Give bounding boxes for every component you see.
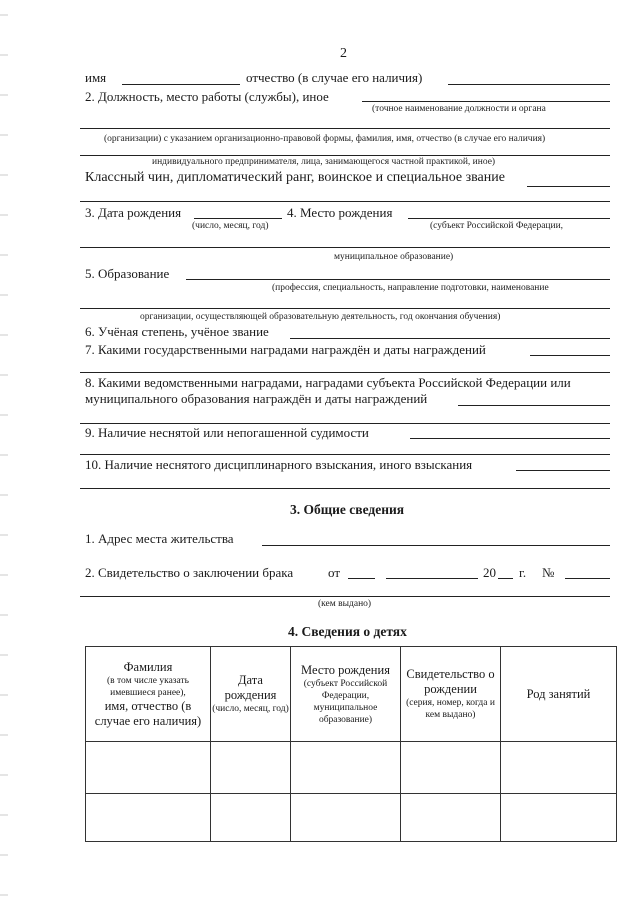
position-field-line-2[interactable]: [80, 128, 610, 129]
page-number: 2: [340, 46, 347, 61]
education-label: 5. Образование: [85, 266, 170, 281]
marriage-number-field[interactable]: [565, 578, 610, 579]
table-cell[interactable]: [211, 794, 291, 842]
address-field[interactable]: [262, 545, 610, 546]
position-caption-1: (точное наименование должности и органа: [372, 104, 546, 114]
scan-edge-artifact: [0, 0, 8, 905]
column-header-surname-note: (в том числе указать имевшиеся ранее),: [106, 675, 190, 698]
column-header-birth-certificate-note: (серия, номер, когда и кем выдано): [406, 698, 495, 720]
column-header-surname: [86, 647, 211, 742]
column-header-birth-certificate-title: Свидетельство о рождении: [406, 667, 495, 696]
education-caption-2: организации, осуществляющей образовательную деятельность, год окончания обучения): [140, 312, 501, 322]
position-caption-2: (организации) с указанием организационно-правовой формы, фамилия, имя, отчество (в случае его наличия): [104, 134, 546, 144]
birth-place-label: 4. Место рождения: [287, 205, 393, 220]
column-header-birth-certificate: [401, 647, 501, 742]
state-awards-label: 7. Какими государственными наградами награждён и даты награждений: [85, 342, 486, 357]
birth-date-label: 3. Дата рождения: [85, 205, 182, 220]
disciplinary-field-line-2[interactable]: [80, 488, 610, 489]
disciplinary-label: 10. Наличие неснятого дисциплинарного взыскания, иного взыскания: [85, 457, 473, 472]
column-header-birth-date-title: Дата рождения: [224, 673, 277, 702]
patronymic-field[interactable]: [448, 84, 610, 85]
table-row: [86, 794, 617, 842]
education-field-line-2[interactable]: [80, 308, 610, 309]
column-header-occupation: [501, 647, 617, 742]
marriage-issuer-caption: (кем выдано): [318, 599, 372, 609]
degree-label: 6. Учёная степень, учёное звание: [85, 324, 269, 339]
table-cell[interactable]: [501, 794, 617, 842]
table-cell[interactable]: [501, 742, 617, 794]
column-header-birth-place-note: (субъект Российской Федерации, муниципальное образование): [303, 678, 388, 725]
section-3-title: 3. Общие сведения: [290, 502, 405, 517]
marriage-year-field[interactable]: [498, 578, 513, 579]
address-label: 1. Адрес места жительства: [85, 531, 234, 546]
patronymic-label: отчество (в случае его наличия): [246, 70, 423, 85]
birth-place-field-line-2[interactable]: [80, 247, 610, 248]
state-awards-field[interactable]: [530, 355, 610, 356]
column-header-birth-place: [291, 647, 401, 742]
dept-awards-field[interactable]: [458, 405, 610, 406]
position-label: 2. Должность, место работы (службы), иное: [85, 89, 329, 104]
column-header-occupation-title: Род занятий: [526, 686, 591, 701]
degree-field[interactable]: [290, 338, 610, 339]
table-cell[interactable]: [291, 794, 401, 842]
marriage-day-field[interactable]: [348, 578, 375, 579]
birth-place-caption-1: (субъект Российской Федерации,: [430, 221, 564, 231]
column-header-surname-title: Фамилия: [123, 659, 173, 674]
education-field[interactable]: [186, 279, 610, 280]
marriage-label: 2. Свидетельство о заключении брака: [85, 565, 294, 580]
position-field-line-3[interactable]: [80, 155, 610, 156]
birth-place-caption-2: муниципальное образование): [334, 252, 454, 262]
marriage-year-prefix: 20: [483, 565, 496, 580]
column-header-surname-rest: имя, отчество (в случае его наличия): [94, 698, 202, 728]
table-cell[interactable]: [86, 794, 211, 842]
education-caption-1: (профессия, специальность, направление подготовки, наименование: [272, 283, 549, 293]
birth-date-field[interactable]: [194, 218, 282, 219]
dept-awards-label-line-1: 8. Какими ведомственными наградами, наградами субъекта Российской Федерации или: [85, 375, 571, 390]
name-field[interactable]: [122, 84, 240, 85]
birth-place-field[interactable]: [408, 218, 610, 219]
marriage-from-label: от: [328, 565, 341, 580]
table-cell[interactable]: [401, 742, 501, 794]
class-rank-field-line-2[interactable]: [80, 201, 610, 202]
table-cell[interactable]: [401, 794, 501, 842]
children-table-header: [86, 647, 617, 742]
disciplinary-field[interactable]: [516, 470, 610, 471]
class-rank-label: Классный чин, дипломатический ранг, воинское и специальное звание: [85, 170, 505, 185]
dept-awards-label-line-2: муниципального образования награждён и даты награждений: [85, 391, 428, 406]
marriage-month-field[interactable]: [386, 578, 478, 579]
table-cell[interactable]: [211, 742, 291, 794]
position-field[interactable]: [362, 101, 610, 102]
section-4-title: 4. Сведения о детях: [288, 624, 407, 639]
conviction-field-line-2[interactable]: [80, 454, 610, 455]
position-caption-3: индивидуального предпринимателя, лица, занимающегося частной практикой, иное): [152, 157, 496, 167]
class-rank-field[interactable]: [527, 186, 610, 187]
marriage-year-suffix: г.: [519, 565, 527, 580]
table-cell[interactable]: [86, 742, 211, 794]
marriage-number-sign: №: [542, 565, 555, 580]
dept-awards-field-line-2[interactable]: [80, 423, 610, 424]
state-awards-field-line-2[interactable]: [80, 372, 610, 373]
column-header-birth-place-title: Место рождения: [301, 662, 390, 677]
birth-date-caption: (число, месяц, год): [192, 221, 269, 231]
column-header-birth-date-note: (число, месяц, год): [212, 704, 289, 714]
name-label: имя: [85, 70, 107, 85]
table-cell[interactable]: [291, 742, 401, 794]
table-row: [86, 742, 617, 794]
column-header-birth-date: [211, 647, 291, 742]
conviction-field[interactable]: [410, 438, 610, 439]
conviction-label: 9. Наличие неснятой или непогашенной судимости: [85, 425, 369, 440]
marriage-issuer-field[interactable]: [80, 596, 610, 597]
children-table: [85, 646, 617, 842]
